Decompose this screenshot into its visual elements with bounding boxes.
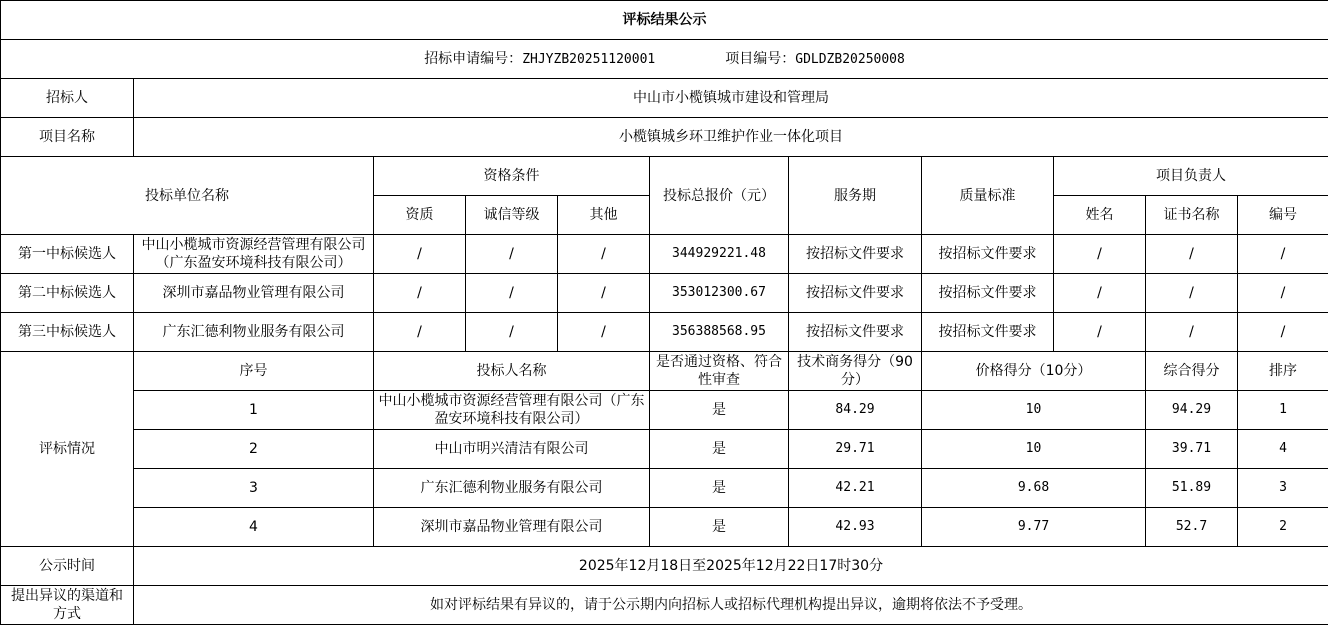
eval-rank: 1 (1238, 391, 1328, 430)
evaluation-label: 评标情况 (1, 352, 134, 547)
eval-tech: 29.71 (789, 430, 922, 469)
eval-seq: 2 (134, 430, 374, 469)
publicity-row (1, 547, 1328, 586)
candidate-name: 广东汇德利物业服务有限公司 (134, 313, 374, 352)
candidate-service: 按招标文件要求 (789, 274, 922, 313)
eval-seq: 3 (134, 469, 374, 508)
header-credit: 诚信等级 (466, 196, 558, 235)
objection-label: 提出异议的渠道和方式 (1, 586, 134, 625)
candidate-quality: 按招标文件要求 (922, 274, 1054, 313)
eval-tech: 42.21 (789, 469, 922, 508)
page-title: 评标结果公示 (1, 1, 1328, 40)
candidate-qual: / (374, 235, 466, 274)
eval-tech: 84.29 (789, 391, 922, 430)
eval-header-total: 综合得分 (1146, 352, 1238, 391)
candidate-other: / (558, 235, 650, 274)
candidate-rank-label: 第三中标候选人 (1, 313, 134, 352)
numbers-cell (1, 40, 1328, 79)
eval-seq: 4 (134, 508, 374, 547)
candidate-leader-no: / (1238, 313, 1328, 352)
header-service-period: 服务期 (789, 157, 922, 235)
application-no-label: 招标申请编号： (424, 50, 523, 67)
candidate-price: 356388568.95 (650, 313, 789, 352)
eval-passed: 是 (650, 508, 789, 547)
eval-passed: 是 (650, 391, 789, 430)
eval-header-bidder: 投标人名称 (374, 352, 650, 391)
candidate-credit: / (466, 274, 558, 313)
eval-header-tech: 技术商务得分（90分） (789, 352, 922, 391)
eval-price: 10 (922, 391, 1146, 430)
eval-passed: 是 (650, 430, 789, 469)
candidate-leader-name: / (1054, 235, 1146, 274)
candidate-qual: / (374, 313, 466, 352)
eval-rank: 3 (1238, 469, 1328, 508)
candidate-leader-name: / (1054, 274, 1146, 313)
tenderer-label: 招标人 (1, 79, 134, 118)
eval-header-rank: 排序 (1238, 352, 1328, 391)
candidate-quality: 按招标文件要求 (922, 313, 1054, 352)
candidate-row (1, 235, 1328, 274)
project-no-label: 项目编号： (725, 50, 796, 67)
publicity-time: 2025年12月18日至2025年12月22日17时30分 (134, 547, 1328, 586)
eval-bidder: 中山小榄城市资源经营管理有限公司（广东盈安环境科技有限公司） (374, 391, 650, 430)
candidate-leader-name: / (1054, 313, 1146, 352)
title-row (1, 1, 1328, 40)
header-leader-cert: 证书名称 (1146, 196, 1238, 235)
header-price: 投标总报价（元） (650, 157, 789, 235)
eval-bidder: 广东汇德利物业服务有限公司 (374, 469, 650, 508)
candidate-service: 按招标文件要求 (789, 235, 922, 274)
header-quality: 质量标准 (922, 157, 1054, 235)
eval-price: 9.77 (922, 508, 1146, 547)
evaluation-row (1, 469, 1328, 508)
candidate-row (1, 274, 1328, 313)
header-leader: 项目负责人 (1054, 157, 1328, 196)
eval-total: 39.71 (1146, 430, 1238, 469)
candidate-service: 按招标文件要求 (789, 313, 922, 352)
eval-header-seq: 序号 (134, 352, 374, 391)
candidate-leader-no: / (1238, 274, 1328, 313)
eval-header-price: 价格得分（10分） (922, 352, 1146, 391)
candidate-quality: 按招标文件要求 (922, 235, 1054, 274)
project-name-row (1, 118, 1328, 157)
project-no: GDLDZB20250008 (795, 51, 905, 67)
candidate-leader-cert: / (1146, 313, 1238, 352)
candidate-leader-cert: / (1146, 274, 1238, 313)
eval-total: 52.7 (1146, 508, 1238, 547)
project-name-label: 项目名称 (1, 118, 134, 157)
header-qual-cert: 资质 (374, 196, 466, 235)
evaluation-row (1, 508, 1328, 547)
header-qualification: 资格条件 (374, 157, 650, 196)
header-leader-name: 姓名 (1054, 196, 1146, 235)
header-leader-no: 编号 (1238, 196, 1328, 235)
eval-price: 9.68 (922, 469, 1146, 508)
candidate-other: / (558, 313, 650, 352)
candidate-credit: / (466, 235, 558, 274)
eval-bidder: 深圳市嘉品物业管理有限公司 (374, 508, 650, 547)
candidate-other: / (558, 274, 650, 313)
eval-seq: 1 (134, 391, 374, 430)
candidate-price: 353012300.67 (650, 274, 789, 313)
candidate-name: 深圳市嘉品物业管理有限公司 (134, 274, 374, 313)
candidate-qual: / (374, 274, 466, 313)
eval-rank: 2 (1238, 508, 1328, 547)
tenderer-value: 中山市小榄镇城市建设和管理局 (134, 79, 1328, 118)
eval-passed: 是 (650, 469, 789, 508)
tenderer-row (1, 79, 1328, 118)
eval-bidder: 中山市明兴清洁有限公司 (374, 430, 650, 469)
eval-price: 10 (922, 430, 1146, 469)
eval-rank: 4 (1238, 430, 1328, 469)
candidate-name: 中山小榄城市资源经营管理有限公司（广东盈安环境科技有限公司） (134, 235, 374, 274)
evaluation-header-row (1, 352, 1328, 391)
project-name-value: 小榄镇城乡环卫维护作业一体化项目 (134, 118, 1328, 157)
eval-total: 94.29 (1146, 391, 1238, 430)
objection-row (1, 586, 1328, 625)
candidate-leader-no: / (1238, 235, 1328, 274)
candidate-rank-label: 第一中标候选人 (1, 235, 134, 274)
evaluation-row (1, 391, 1328, 430)
header-other: 其他 (558, 196, 650, 235)
numbers-row (1, 40, 1328, 79)
header-bidder: 投标单位名称 (1, 157, 374, 235)
candidates-header-row-1 (1, 157, 1328, 196)
application-no: ZHJYZB20251120001 (522, 51, 656, 67)
candidate-row (1, 313, 1328, 352)
eval-tech: 42.93 (789, 508, 922, 547)
objection-text: 如对评标结果有异议的，请于公示期内向招标人或招标代理机构提出异议，逾期将依法不予受理。 (134, 586, 1328, 625)
candidate-price: 344929221.48 (650, 235, 789, 274)
eval-header-passed: 是否通过资格、符合性审查 (650, 352, 789, 391)
publicity-label: 公示时间 (1, 547, 134, 586)
candidate-leader-cert: / (1146, 235, 1238, 274)
candidate-rank-label: 第二中标候选人 (1, 274, 134, 313)
eval-total: 51.89 (1146, 469, 1238, 508)
evaluation-row (1, 430, 1328, 469)
candidate-credit: / (466, 313, 558, 352)
